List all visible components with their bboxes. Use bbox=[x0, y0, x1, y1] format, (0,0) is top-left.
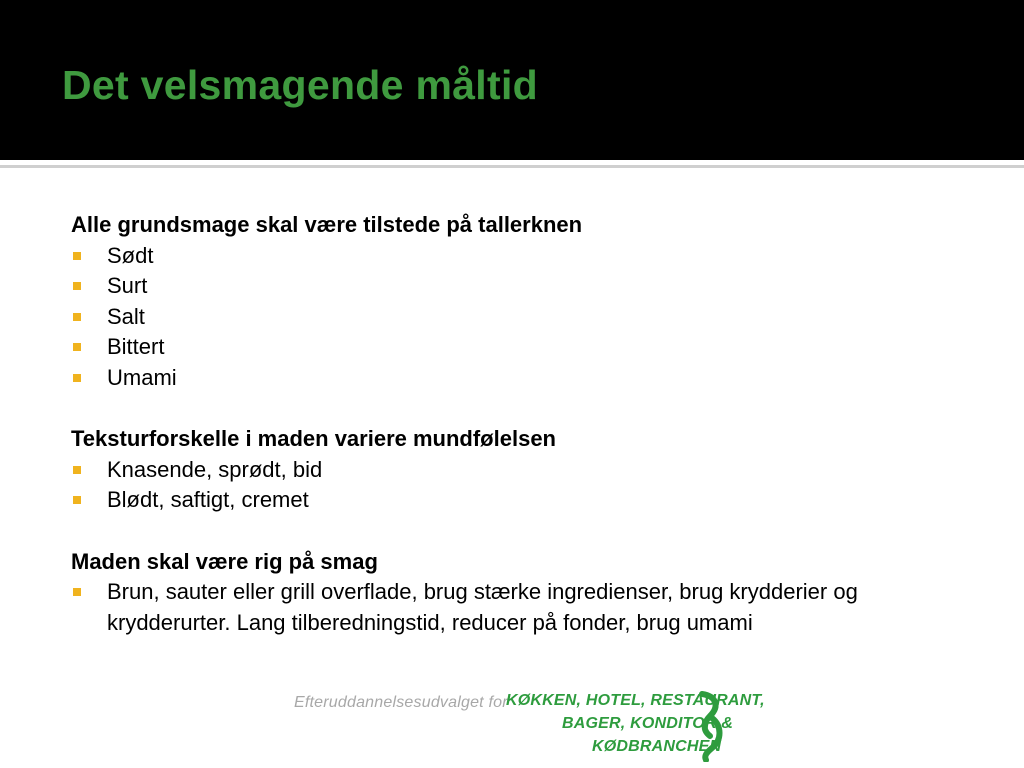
section-texture bbox=[71, 424, 971, 516]
square-bullet-icon bbox=[73, 343, 81, 351]
list-item-text: Blødt, saftigt, cremet bbox=[107, 487, 309, 513]
section-taste bbox=[71, 210, 971, 394]
square-bullet-icon bbox=[73, 496, 81, 504]
list-item bbox=[71, 455, 971, 486]
square-bullet-icon bbox=[73, 313, 81, 321]
header-band bbox=[0, 0, 1024, 160]
square-bullet-icon bbox=[73, 252, 81, 260]
square-bullet-icon bbox=[73, 374, 81, 382]
bullet-list bbox=[71, 241, 971, 394]
list-item-text: Bittert bbox=[107, 334, 165, 360]
list-item bbox=[71, 332, 971, 363]
square-bullet-icon bbox=[73, 466, 81, 474]
logo-text-line-2: BAGER, KONDITOR & bbox=[562, 715, 734, 732]
bullet-list bbox=[71, 577, 971, 638]
list-item bbox=[71, 485, 971, 516]
bullet-list bbox=[71, 455, 971, 516]
list-item-text: Brun, sauter eller grill overflade, brug stærke ingredienser, brug krydderier og krydderurter. Lang tilberedningstid, reducer på fonder, brug umami bbox=[107, 579, 858, 635]
list-item-text: Knasende, sprødt, bid bbox=[107, 456, 323, 482]
logo-text-line-1: KØKKEN, HOTEL, RESTAURANT, bbox=[506, 692, 765, 709]
section-heading: Alle grundsmage skal være tilstede på tallerknen bbox=[71, 212, 583, 237]
section-heading: Maden skal være rig på smag bbox=[71, 548, 378, 574]
logo-swoosh-icon bbox=[696, 690, 726, 762]
square-bullet-icon bbox=[73, 282, 81, 290]
slide-content bbox=[71, 210, 971, 638]
slide-title: Det velsmagende måltid bbox=[62, 62, 538, 108]
list-item-text: Umami bbox=[107, 364, 177, 390]
footer-logo bbox=[292, 690, 765, 762]
list-item bbox=[71, 577, 971, 638]
section-flavor bbox=[71, 547, 971, 639]
square-bullet-icon bbox=[73, 588, 81, 596]
logo-text-line-3: KØDBRANCHEN bbox=[592, 738, 722, 755]
list-item bbox=[71, 241, 971, 272]
list-item-text: Surt bbox=[107, 273, 148, 299]
list-item-text: Sødt bbox=[107, 242, 154, 268]
list-item-text: Salt bbox=[107, 303, 145, 329]
list-item bbox=[71, 363, 971, 394]
logo-prefix: Efteruddannelsesudvalget for bbox=[294, 694, 508, 711]
header-divider bbox=[0, 165, 1024, 168]
section-heading: Teksturforskelle i maden variere mundfølelsen bbox=[71, 426, 556, 452]
list-item bbox=[71, 302, 971, 333]
list-item bbox=[71, 271, 971, 302]
